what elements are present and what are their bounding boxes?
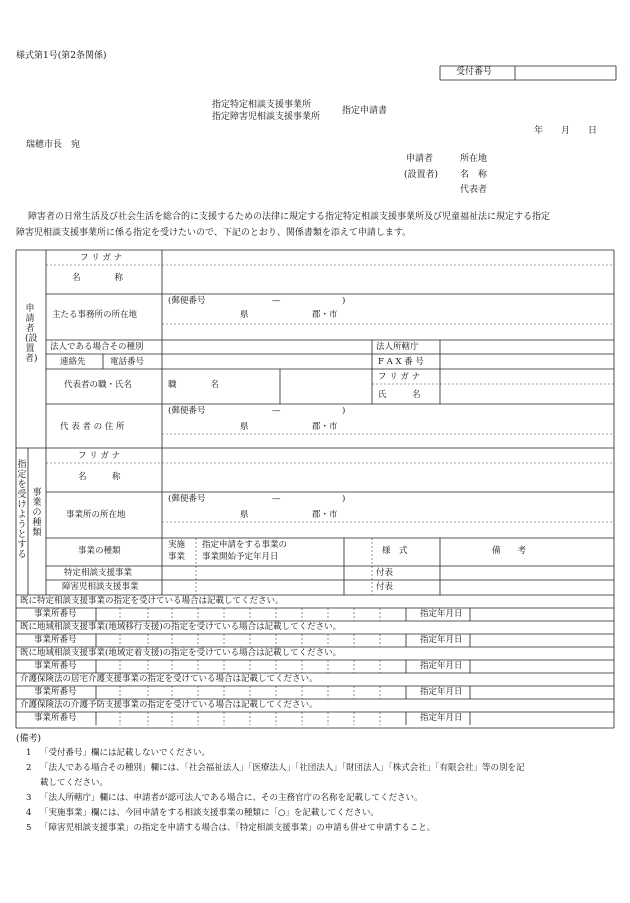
notes-list [26,748,616,838]
applicant-sublabel: (設置者) [404,170,439,180]
office-number-label-1: 事業所番号 [34,609,77,619]
postal-label-2: (郵便番号 [168,406,206,416]
rep-title-label: 代表者の職・氏名 [64,380,133,390]
applicant-address-label: 所在地 [460,154,488,164]
appendix-1: 付表 [376,568,394,578]
pref-label-3: 県 [240,510,249,520]
postal-close-3: ) [342,494,346,504]
receipt-number-label: 受付番号 [456,67,493,77]
rep-furigana-label: フ リ ガ ナ [378,372,421,382]
main-office-label: 主たる事務所の所在地 [52,310,138,320]
intro-line1: 障害者の日常生活及び社会生活を総合的に支援するための法律に規定する指定特定相談支援事業所及び児童福祉法に規定する指定 [28,212,551,222]
postal-label-3: (郵便番号 [168,494,206,504]
postal-dash: — [272,296,281,306]
city-label-2: 郡・市 [312,422,338,432]
title-line1: 指定特定相談支援事業所 [212,100,312,110]
designation-date-label-1: 指定年月日 [420,609,463,619]
section-designation-label-a: 指定を受けようとする [17,460,27,560]
section-applicant-label: 申請者(設置者) [25,304,38,364]
designation-date-label-3: 指定年月日 [420,661,463,671]
designation-date-label-5: 指定年月日 [420,713,463,723]
applicant-rep-label: 代表者 [460,185,488,195]
pref-label-2: 県 [240,422,249,432]
note-item: 3 「法人所轄庁」欄には、申請者が認可法人である場合に、その主務官庁の名称を記載してください。 [26,793,423,803]
title-suffix: 指定申請書 [342,106,388,116]
office-number-label-3: 事業所番号 [34,661,77,671]
city-label-3: 郡・市 [312,510,338,520]
addressee: 瑞穂市長 宛 [26,140,81,150]
office-number-label-2: 事業所番号 [34,635,77,645]
section-designation-label-b: 事業の種類 [32,488,42,538]
prev-row-5: 介護保険法の介護予防支援事業の指定を受けている場合は記載してください。 [20,700,318,710]
note-item: 4 「実施事業」欄には、今回申請をする相談支援事業の種類に「○」を記載してください。 [26,808,379,818]
postal-dash-2: — [272,406,281,416]
prev-row-2: 既に地域相談支援事業(地域移行支援)の指定を受けている場合は記載してください。 [20,622,342,632]
furigana-label-2: フ リ ガ ナ [78,451,121,461]
date-line: 年 月 日 [534,126,598,136]
note-item: 5 「障害児相談支援事業」の指定を申請する場合は、「特定相談支援事業」の申請も併せて申請すること。 [26,823,436,833]
remarks-label: 備 考 [492,546,527,556]
corp-agency-label: 法人所轄庁 [376,342,419,352]
designation-date-label-4: 指定年月日 [420,687,463,697]
contact-label: 連絡先 [60,357,86,367]
office-address-label: 事業所の所在地 [66,510,126,520]
job-title-label: 職 名 [168,380,220,390]
start-date-label-1: 指定申請をする事業の [202,540,288,550]
furigana-label: フ リ ガ ナ [80,253,123,263]
office-number-label-5: 事業所番号 [34,713,77,723]
postal-label: (郵便番号 [168,296,206,306]
pref-label: 県 [240,310,249,320]
appendix-2: 付表 [376,582,394,592]
note-item: 載してください。 [40,778,109,788]
note-item: 2 「法人である場合その種別」欄には、「社会福祉法人」「医療法人」「社団法人」「財団法人」「株式会社」「有限会社」等の別を記 [26,763,525,773]
postal-close-2: ) [342,406,346,416]
format-label: 様 式 [382,546,408,556]
rep-name-label: 氏 名 [378,390,421,400]
name-label: 名 称 [72,273,124,283]
form-id: 様式第1号(第2条関係) [16,51,107,61]
prev-row-1: 既に特定相談支援事業の指定を受けている場合は記載してください。 [20,596,284,606]
office-name-label: 名 称 [78,472,121,482]
start-date-label-2: 事業開始予定年月日 [202,552,279,562]
implement-label-1: 実施 [168,540,186,550]
postal-dash-3: — [272,494,281,504]
fax-label: F A X 番 号 [378,357,424,367]
applicant-label: 申請者 [406,154,434,164]
intro-line2: 障害児相談支援事業所に係る指定を受けたいので、下記のとおり、関係書類を添えて申請します。 [16,228,412,238]
phone-label: 電話番号 [110,357,145,367]
applicant-name-label: 名 称 [460,170,488,180]
service-2-label: 障害児相談支援事業 [62,582,139,592]
rep-address-label: 代 表 者 の 住 所 [60,422,125,432]
business-type-label: 事業の種類 [78,546,121,556]
notes-heading: (備考) [16,734,42,744]
prev-row-3: 既に地域相談支援事業(地域定着支援)の指定を受けている場合は記載してください。 [20,648,342,658]
note-item: 1 「受付番号」欄には記載しないでください。 [26,748,211,758]
title-line2: 指定障害児相談支援事業所 [212,112,321,122]
city-label: 郡・市 [312,310,338,320]
prev-row-4: 介護保険法の居宅介護支援事業の指定を受けている場合は記載してください。 [20,674,318,684]
designation-date-label-2: 指定年月日 [420,635,463,645]
postal-close: ) [342,296,346,306]
implement-label-2: 事業 [168,552,186,562]
service-1-label: 特定相談支援事業 [64,568,133,578]
office-number-label-4: 事業所番号 [34,687,77,697]
corp-type-label: 法人である場合その種別 [50,342,144,352]
